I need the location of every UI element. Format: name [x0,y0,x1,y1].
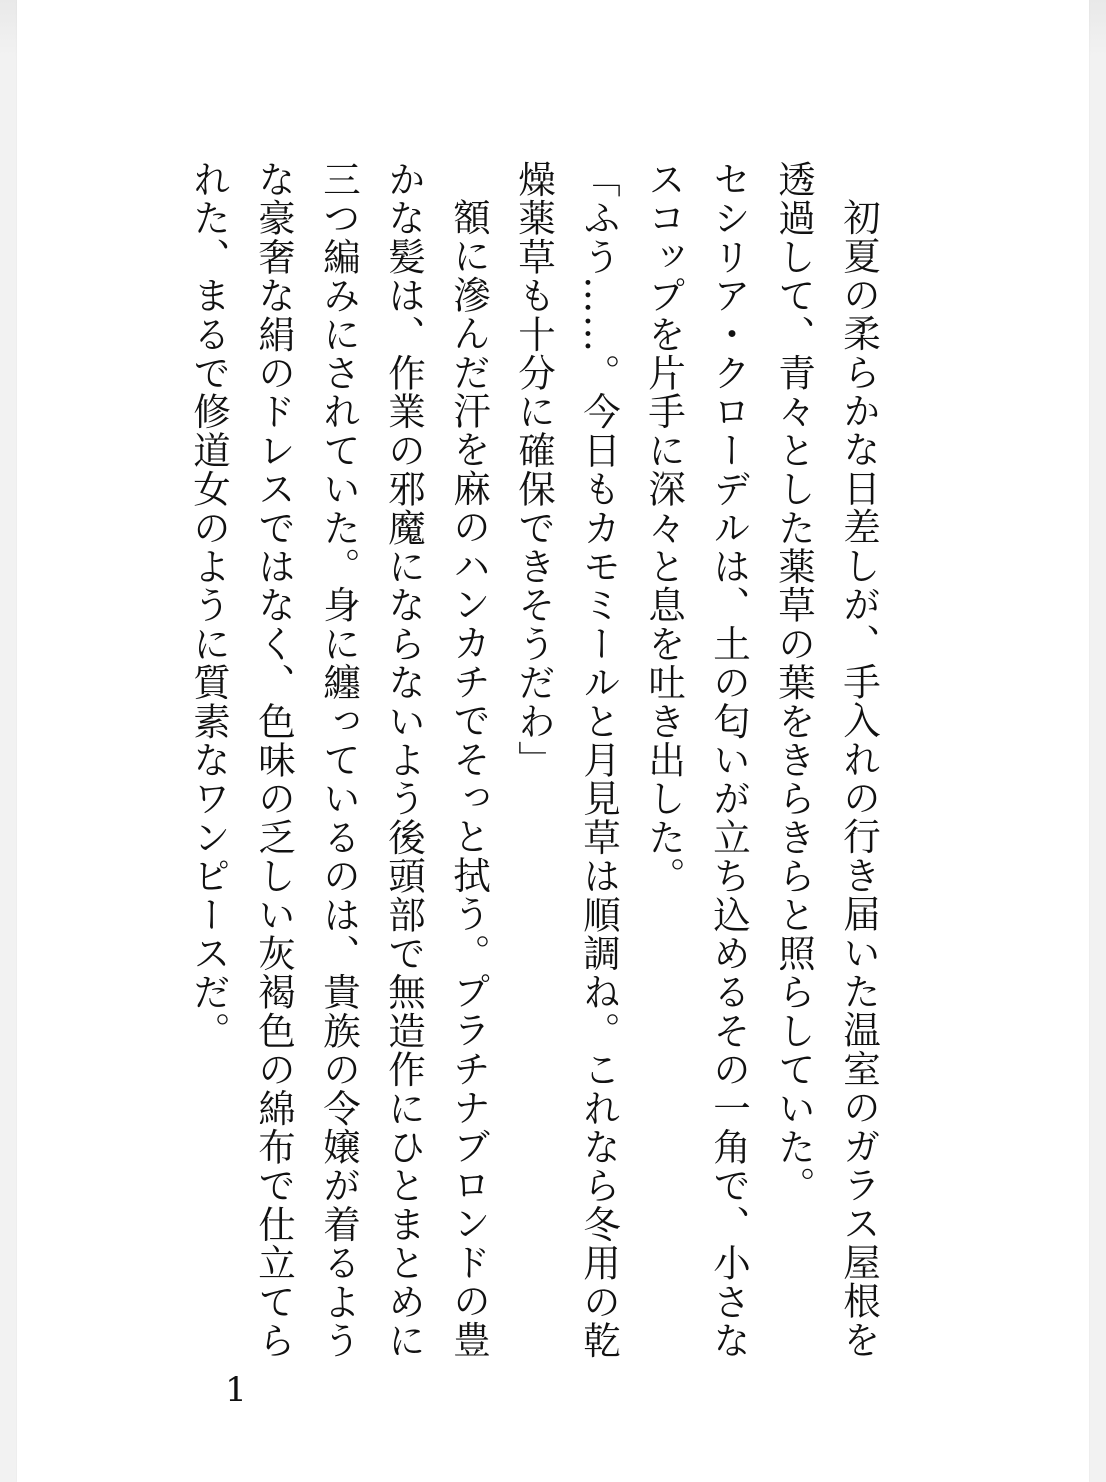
paragraph-3-dialogue: 「ふう……。今日もカモミールと月見草は順調ね。これなら冬用の乾燥薬草も十分に確保できそうだわ」 [512,160,621,1360]
paragraph-2: セシリア・クローデルは、土の匂いが立ち込めるその一角で、小さなスコップを片手に深々と息を吐き出した。 [642,160,751,1360]
vertical-text-body [176,160,891,1390]
page-number: 1 [225,1370,247,1410]
paragraph-1: 初夏の柔らかな日差しが、手入れの行き届いた温室のガラス屋根を透過して、青々とした薬草の葉をきらきらと照らしていた。 [772,160,881,1359]
book-page[interactable] [17,0,1089,1482]
paragraph-4: 額に滲んだ汗を麻のハンカチでそっと拭う。プラチナブロンドの豊かな髪は、作業の邪魔にならないよう後頭部で無造作にひとまとめに三つ編みにされていた。身に纏っているのは、貴族の令嬢が着るような豪奢な絹のドレスではなく、色味の乏しい灰褐色の綿布で仕立てられた、まるで修道女のように質素なワンピースだ。 [187,160,491,1360]
